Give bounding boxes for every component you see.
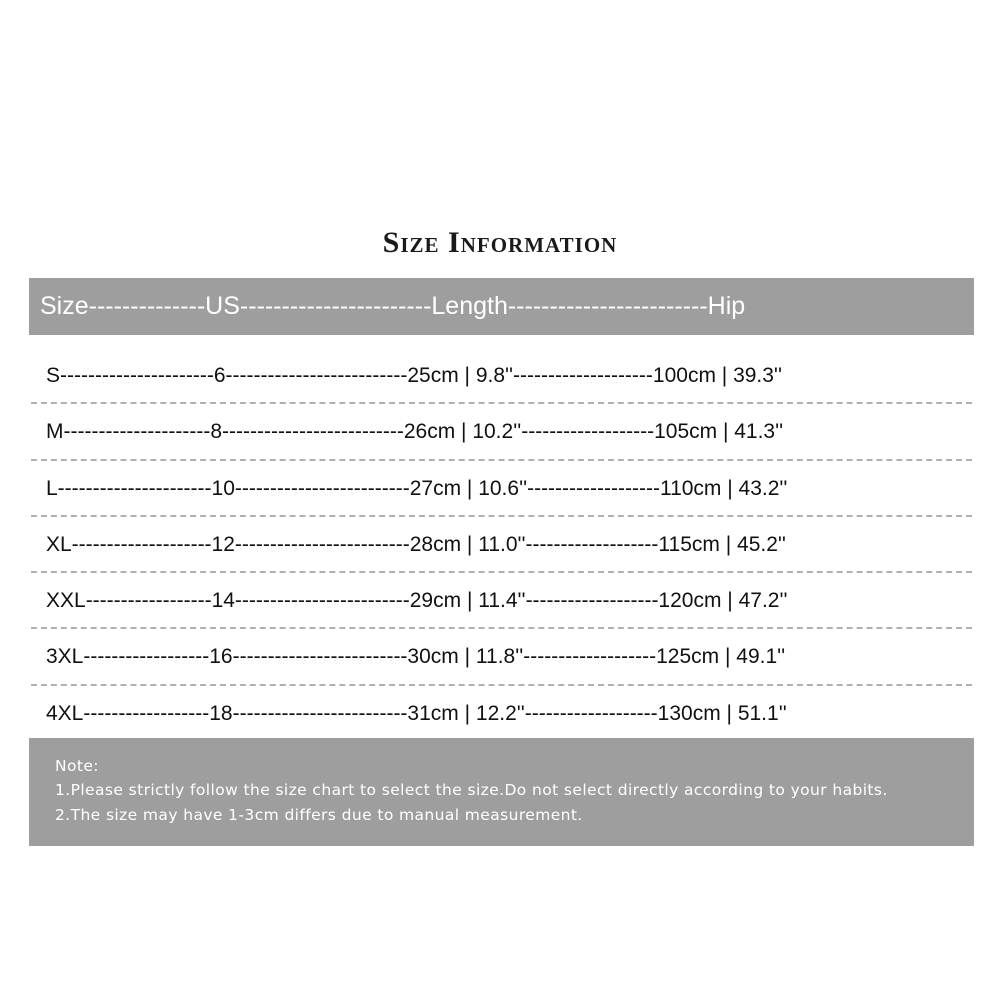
row-text-m: M---------------------8--------------------------26cm | 10.2''-------------------105cm | 41.3'': [46, 420, 784, 444]
note-label: Note:: [55, 757, 99, 775]
table-row: [29, 461, 974, 517]
row-text-xxl: XXL------------------14-------------------------29cm | 11.4''-------------------120cm | 47.2'': [46, 589, 788, 613]
row-text-4xl: 4XL------------------18-------------------------31cm | 12.2''-------------------130cm | 51.1'': [46, 701, 787, 725]
row-text-l: L----------------------10-------------------------27cm | 10.6''-------------------110cm | 43.2'': [46, 476, 788, 500]
table-row: [29, 404, 974, 460]
page-title: Size Information: [382, 226, 618, 259]
row-text-xl: XL--------------------12-------------------------28cm | 11.0''-------------------115cm | 45.2'': [46, 532, 786, 556]
table-row: [29, 517, 974, 573]
table-header: [29, 278, 974, 335]
table-row: [29, 573, 974, 629]
row-text-3xl: 3XL------------------16-------------------------30cm | 11.8''-------------------125cm | 49.1'': [46, 645, 786, 669]
table-header-label: Size--------------US-----------------------Length------------------------Hip: [40, 292, 746, 320]
size-table: [29, 348, 974, 742]
row-text-s: S----------------------6--------------------------25cm | 9.8''--------------------100cm | 39.3'': [46, 364, 782, 387]
note-line-2: 2.The size may have 1-3cm differs due to manual measurement.: [55, 806, 583, 824]
table-row: [29, 348, 974, 404]
table-row: [29, 629, 974, 685]
note-box: [29, 738, 974, 846]
table-row: [29, 686, 974, 742]
note-line-1: 1.Please strictly follow the size chart to select the size.Do not select directly according to your habits.: [55, 781, 888, 799]
